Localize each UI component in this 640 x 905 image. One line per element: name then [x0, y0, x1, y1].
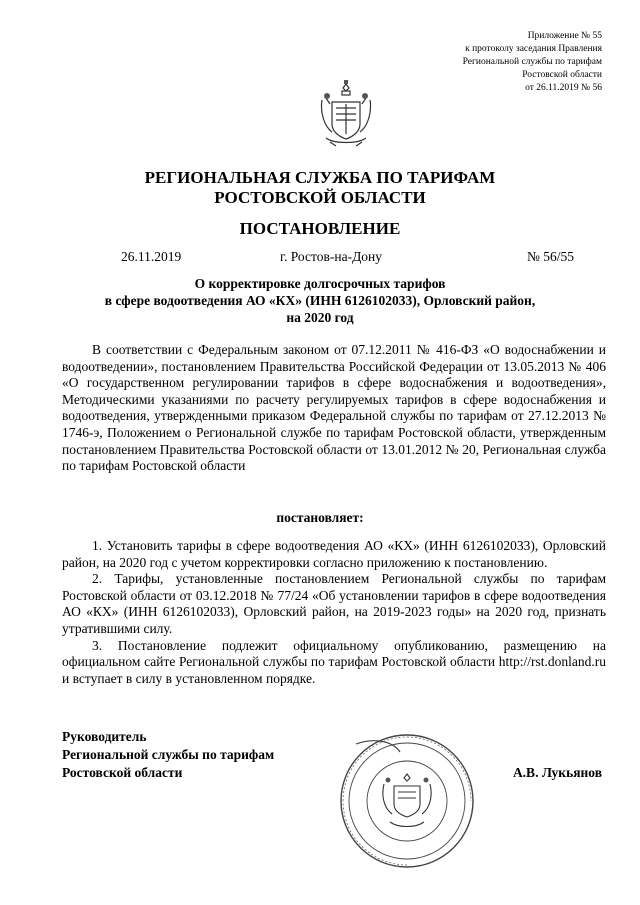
decree-points [62, 538, 606, 687]
decree-point-1: 1. Установить тарифы в сфере водоотведения АО «КХ» (ИНН 6126102033), Орловский район, на 2020 год с учетом корректировки согласно приложению к постановлению. [62, 538, 606, 570]
coat-of-arms-icon [318, 78, 374, 150]
org-line-2: РОСТОВСКОЙ ОБЛАСТИ [214, 188, 426, 207]
annex-note [372, 30, 602, 95]
signatory-title-line-3: Ростовской области [62, 765, 183, 780]
document-number: № 56/55 [526, 249, 574, 264]
subject-line-3: на 2020 год [286, 310, 354, 325]
document-subject [60, 275, 580, 326]
annex-line-2: к протоколу заседания Правления [465, 44, 602, 54]
signatory-name: А.В. Лукьянов [512, 765, 602, 780]
subject-line-2: в сфере водоотведения АО «КХ» (ИНН 6126102033), Орловский район, [104, 293, 536, 308]
subject-line-1: О корректировке долгосрочных тарифов [194, 276, 446, 291]
organization-title [0, 168, 640, 208]
signatory-title-line-1: Руководитель [62, 729, 147, 744]
preamble-paragraph: В соответствии с Федеральным законом от 07.12.2011 № 416-ФЗ «О водоснабжении и водоотведении», постановлением Правительства Российской Федерации от 13.05.2013 № 406 «О государственном регулировании тарифов в сфере водоснабжения и водоотведения», Методическими указаниями по расчету регулируемых тарифов в сфере водоснабжения и водоотведения, утвержденными приказом Федеральной службы по тарифам от 27.12.2013 № 1746-э, Положением о Региональной службе по тарифам Ростовской области, утвержденным постановлением Правительства Ростовской области от 13.01.2012 № 20, Региональная служба по тарифам Ростовской области [62, 342, 606, 474]
annex-line-3: Региональной службы по тарифам [462, 57, 602, 67]
decree-word: постановляет: [276, 510, 364, 525]
document-type: ПОСТАНОВЛЕНИЕ [239, 219, 401, 238]
annex-line-4: Ростовской области [522, 70, 602, 80]
signatory-title [62, 728, 274, 782]
signatory-title-line-2: Региональной службы по тарифам [62, 747, 275, 762]
official-seal-icon [336, 730, 478, 872]
document-place: г. Ростов-на-Дону [280, 249, 383, 264]
document-date: 26.11.2019 [121, 249, 182, 264]
annex-line-1: Приложение № 55 [527, 31, 602, 41]
decree-point-3: 3. Постановление подлежит официальному опубликованию, размещению на официальном сайте Региональной службы по тарифам Ростовской области http://rst.donland.ru и вступает в силу в установленном порядке. [62, 637, 606, 686]
decree-point-2: 2. Тарифы, установленные постановлением Региональной службы по тарифам Ростовской области от 03.12.2018 № 77/24 «Об установлении тарифов в сфере водоотведения АО «КХ» (ИНН 6126102033), Орловский район, на 2019-2023 годы» на 2020 год, признать утратившими силу. [62, 571, 606, 636]
org-line-1: РЕГИОНАЛЬНАЯ СЛУЖБА ПО ТАРИФАМ [144, 168, 496, 187]
annex-line-5: от 26.11.2019 № 56 [525, 83, 602, 93]
